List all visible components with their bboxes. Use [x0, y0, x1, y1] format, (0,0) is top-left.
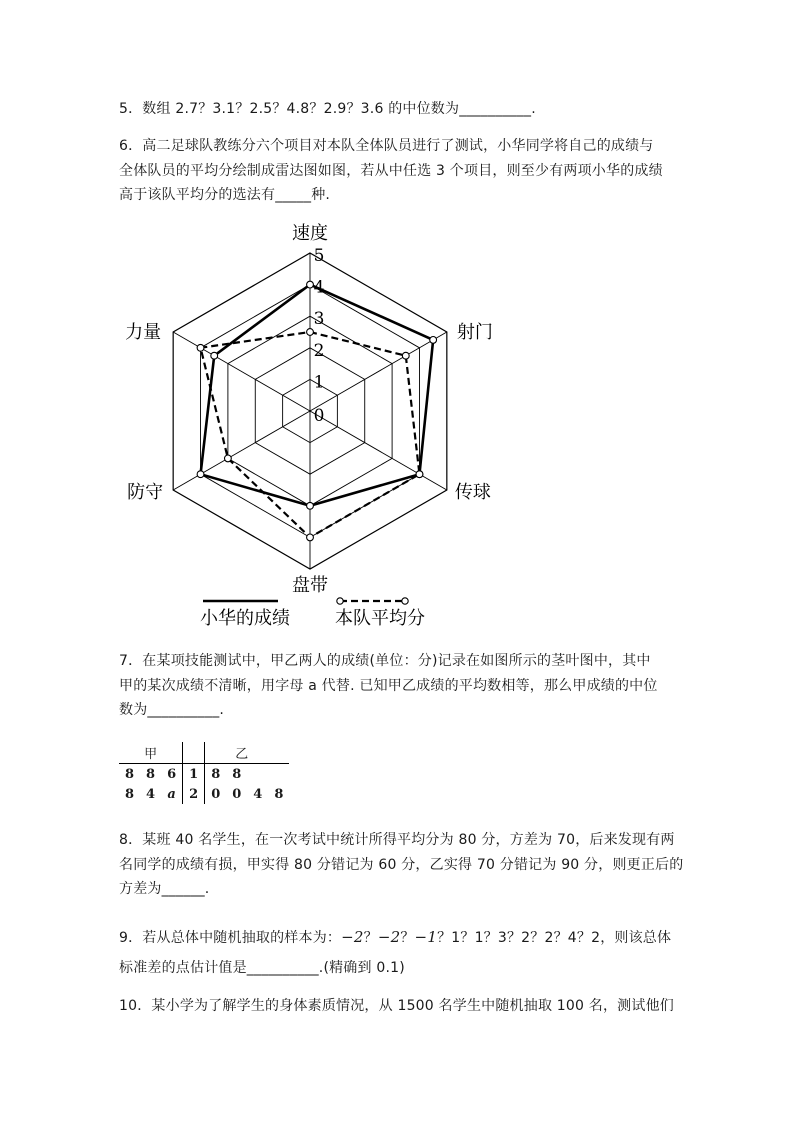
leaf-right: 0 — [232, 786, 242, 802]
leaf-left: 8 — [125, 786, 135, 802]
data-point — [307, 534, 314, 541]
question-8-line-2: 名同学的成绩有损，甲实得 80 分错记为 60 分，乙实得 70 分错记为 90 分，则更正后的 — [119, 857, 684, 873]
question-7-line-1: 7．在某项技能测试中，甲乙两人的成绩(单位：分)记录在如图所示的茎叶图中，其中 — [119, 653, 651, 669]
leaf-left: 6 — [167, 766, 177, 782]
leaf-right: 4 — [253, 786, 263, 802]
question-7-line-2: 甲的某次成绩不清晰，用字母 a 代替. 已知甲乙成绩的平均数相等，那么甲成绩的中位 — [119, 678, 658, 694]
leaf-left: 8 — [125, 766, 135, 782]
leaf-left: a — [167, 786, 176, 802]
stem: 1 — [183, 764, 205, 785]
scale-label: 0 — [313, 406, 325, 426]
data-point — [225, 455, 232, 462]
q9-sep: ？ — [400, 930, 415, 946]
radar-chart — [0, 215, 794, 635]
axis-label: 传球 — [454, 482, 491, 503]
q9-sep: ？ — [363, 930, 378, 946]
scale-label: 5 — [313, 246, 325, 266]
data-point — [197, 471, 204, 478]
scale-label: 1 — [313, 372, 325, 393]
scale-label: 3 — [313, 309, 325, 330]
legend-label: 小华的成绩 — [200, 608, 290, 629]
leaf-right: 8 — [211, 766, 221, 782]
question-9-line-1 — [119, 928, 671, 947]
axis-line — [173, 332, 310, 411]
question-6-line-3: 高于该队平均分的选法有_____种. — [119, 187, 331, 203]
scale-label: 2 — [313, 340, 325, 361]
axis-label: 防守 — [127, 482, 164, 503]
scale-label: 4 — [313, 277, 325, 298]
legend-marker — [402, 598, 408, 604]
leaf-right: 8 — [274, 786, 284, 802]
question-10: 10．某小学为了解学生的身体素质情况，从 1500 名学生中随机抽取 100 名，测试他们 — [119, 998, 674, 1014]
data-point — [211, 352, 218, 359]
leaf-left: 4 — [146, 786, 156, 802]
axis-line — [310, 411, 447, 490]
question-8-line-3: 方差为______. — [119, 881, 210, 897]
data-point — [197, 344, 204, 351]
q9-prefix: 9．若从总体中随机抽取的样本为： — [119, 930, 342, 946]
q9-value: −2 — [377, 928, 401, 946]
legend-label: 本队平均分 — [335, 608, 425, 629]
question-9-line-2: 标准差的点估计值是__________.(精确到 0.1) — [119, 960, 405, 976]
axis-label: 速度 — [292, 223, 328, 244]
legend-marker — [337, 598, 343, 604]
data-point — [430, 337, 437, 344]
axis-label: 力量 — [125, 322, 162, 343]
question-6-line-1: 6．高二足球队教练分六个项目对本队全体队员进行了测试，小华同学将自己的成绩与 — [119, 138, 654, 154]
data-point — [416, 471, 423, 478]
q9-suffix: ？1？1？3？2？2？4？2，则该总体 — [437, 930, 672, 946]
stem-leaf-right-header: 乙 — [205, 742, 290, 764]
question-7-line-3: 数为__________. — [119, 702, 225, 718]
q9-value: −1 — [414, 928, 438, 946]
axis-label: 盘带 — [292, 575, 328, 596]
stem: 2 — [183, 784, 205, 804]
question-8-line-1: 8．某班 40 名学生，在一次考试中统计所得平均分为 80 分，方差为 70，后来发现有两 — [119, 832, 675, 848]
data-point — [307, 281, 314, 288]
axis-label: 射门 — [456, 322, 493, 343]
stem-leaf-left-header: 甲 — [119, 742, 183, 764]
q9-value: −2 — [341, 928, 364, 946]
data-point — [307, 329, 314, 336]
data-point — [402, 352, 409, 359]
stem-leaf-plot — [119, 742, 289, 804]
question-5: 5．数组 2.7？3.1？2.5？4.8？2.9？3.6 的中位数为__________. — [119, 101, 536, 117]
leaf-right: 8 — [232, 766, 242, 782]
question-6-line-2: 全体队员的平均分绘制成雷达图如图，若从中任选 3 个项目，则至少有两项小华的成绩 — [119, 163, 663, 179]
data-point — [307, 502, 314, 509]
radar-legend — [200, 598, 425, 629]
radar-grid — [173, 253, 447, 569]
leaf-left: 8 — [146, 766, 156, 782]
leaf-right: 0 — [211, 786, 221, 802]
axis-line — [173, 411, 310, 490]
